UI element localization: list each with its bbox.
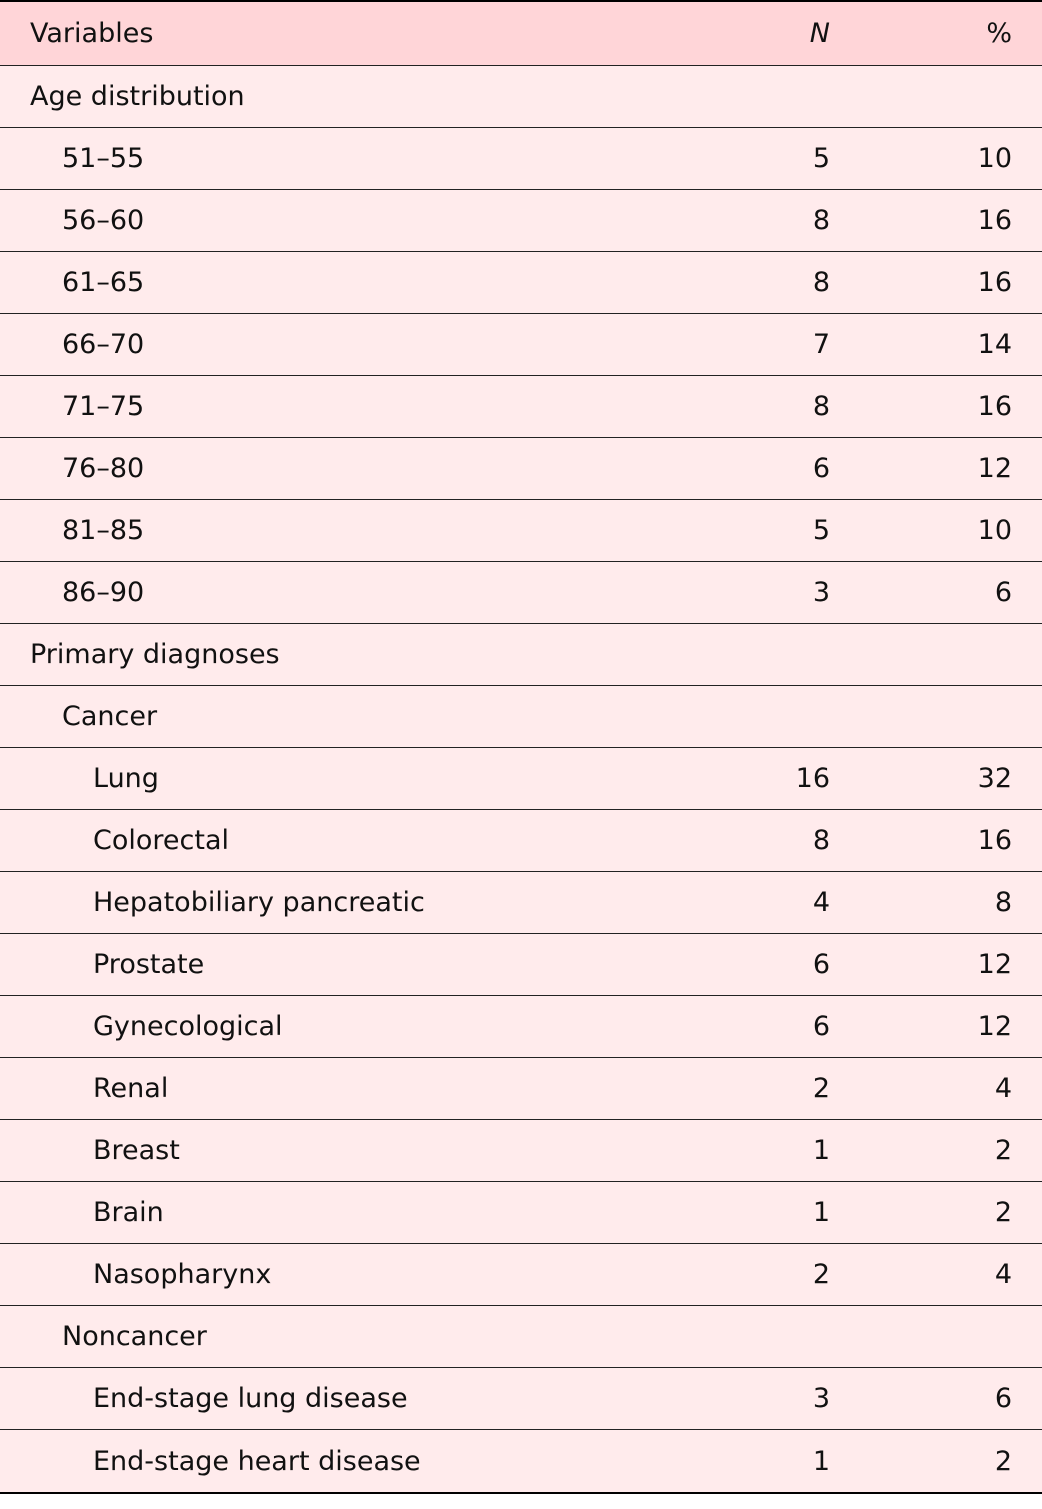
row-percent: 10 — [977, 143, 1012, 174]
header-variables: Variables — [30, 18, 154, 49]
row-n: 7 — [812, 329, 830, 360]
row-label: End-stage lung disease — [93, 1383, 408, 1414]
table-row — [0, 1182, 1042, 1244]
row-n: 1 — [812, 1135, 830, 1166]
row-percent: 2 — [994, 1135, 1012, 1166]
table-row — [0, 1306, 1042, 1368]
row-n: 6 — [812, 949, 830, 980]
table-row — [0, 66, 1042, 128]
row-n: 3 — [812, 577, 830, 608]
row-label: Noncancer — [62, 1321, 207, 1352]
row-n: 8 — [812, 391, 830, 422]
row-label: Prostate — [93, 949, 205, 980]
row-n: 5 — [812, 143, 830, 174]
row-percent: 12 — [977, 949, 1012, 980]
row-percent: 14 — [977, 329, 1012, 360]
row-percent: 16 — [977, 205, 1012, 236]
table-header-row — [0, 2, 1042, 66]
row-n: 16 — [795, 763, 830, 794]
row-percent: 10 — [977, 515, 1012, 546]
row-n: 8 — [812, 205, 830, 236]
table-row — [0, 624, 1042, 686]
row-label: Gynecological — [93, 1011, 283, 1042]
row-label: Brain — [93, 1197, 164, 1228]
table-row — [0, 376, 1042, 438]
table-row — [0, 1430, 1042, 1492]
table-row — [0, 872, 1042, 934]
row-percent: 6 — [994, 577, 1012, 608]
row-label: Primary diagnoses — [30, 639, 280, 670]
row-label: Breast — [93, 1135, 180, 1166]
table-row — [0, 934, 1042, 996]
row-percent: 16 — [977, 391, 1012, 422]
row-percent: 12 — [977, 453, 1012, 484]
table-row — [0, 500, 1042, 562]
row-percent: 2 — [994, 1197, 1012, 1228]
row-label: 56–60 — [62, 205, 145, 236]
row-percent: 6 — [994, 1383, 1012, 1414]
row-n: 2 — [812, 1073, 830, 1104]
row-label: 71–75 — [62, 391, 145, 422]
row-n: 6 — [812, 1011, 830, 1042]
table-row — [0, 128, 1042, 190]
table-row — [0, 562, 1042, 624]
row-label: 76–80 — [62, 453, 145, 484]
row-label: Cancer — [62, 701, 158, 732]
row-label: Colorectal — [93, 825, 229, 856]
row-label: End-stage heart disease — [93, 1445, 421, 1477]
table-row — [0, 1244, 1042, 1306]
table-row — [0, 810, 1042, 872]
row-n: 8 — [812, 825, 830, 856]
row-label: 81–85 — [62, 515, 145, 546]
table-body — [0, 66, 1042, 1492]
row-n: 3 — [812, 1383, 830, 1414]
row-label: Age distribution — [30, 81, 245, 112]
table-row — [0, 1058, 1042, 1120]
row-percent: 4 — [994, 1073, 1012, 1104]
row-n: 4 — [812, 887, 830, 918]
row-n: 5 — [812, 515, 830, 546]
row-label: 51–55 — [62, 143, 145, 174]
table-row — [0, 1120, 1042, 1182]
table-row — [0, 252, 1042, 314]
row-label: 66–70 — [62, 329, 145, 360]
row-percent: 2 — [994, 1445, 1012, 1477]
table-row — [0, 438, 1042, 500]
row-n: 8 — [812, 267, 830, 298]
row-label: 61–65 — [62, 267, 145, 298]
header-n: N — [809, 18, 830, 49]
table-row — [0, 314, 1042, 376]
row-n: 1 — [812, 1197, 830, 1228]
table-row — [0, 190, 1042, 252]
row-n: 6 — [812, 453, 830, 484]
header-percent: % — [986, 18, 1012, 49]
row-label: Hepatobiliary pancreatic — [93, 887, 425, 918]
row-percent: 4 — [994, 1259, 1012, 1290]
row-label: 86–90 — [62, 577, 145, 608]
row-percent: 12 — [977, 1011, 1012, 1042]
row-n: 1 — [812, 1445, 830, 1477]
row-percent: 8 — [994, 887, 1012, 918]
row-percent: 16 — [977, 825, 1012, 856]
table-row — [0, 686, 1042, 748]
row-label: Lung — [93, 763, 159, 794]
row-n: 2 — [812, 1259, 830, 1290]
table-row — [0, 996, 1042, 1058]
row-label: Nasopharynx — [93, 1259, 272, 1290]
row-percent: 32 — [977, 763, 1012, 794]
row-label: Renal — [93, 1073, 169, 1104]
table-row — [0, 748, 1042, 810]
table-row — [0, 1368, 1042, 1430]
row-percent: 16 — [977, 267, 1012, 298]
